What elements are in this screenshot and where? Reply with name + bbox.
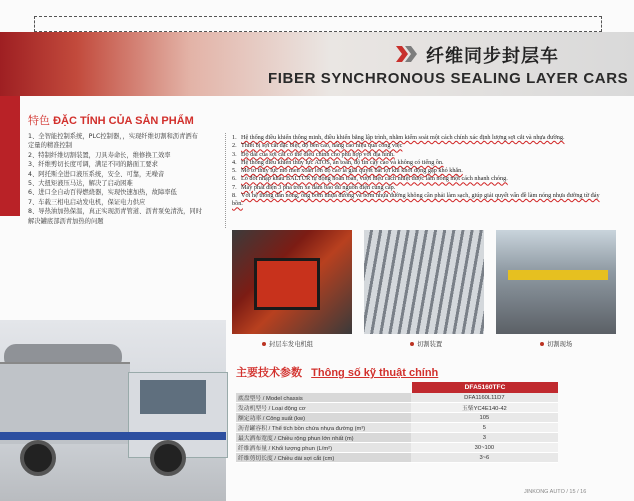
table-row	[236, 443, 558, 453]
feature-item-cn: 3、纤维剪切长度可调，满足不同的路面工要求	[28, 161, 158, 169]
feature-text: Lò đốt nhập khẩu BALTUR tự động hoàn toàn, vượt hiệu cách nhiệt được làm nóng một cách nhanh chóng.	[241, 175, 508, 183]
caption-text: 切割现场	[547, 341, 573, 348]
bullet-icon	[540, 342, 544, 346]
spec-label: 纤维剪切长度 / Chiều dài sợi cắt (cm)	[236, 453, 411, 463]
spec-value: 5	[411, 423, 558, 433]
feature-item-cn: 4、阿托斯全进口液压系统，安全、可靠，无噪音	[28, 170, 165, 178]
table-row	[236, 453, 558, 463]
truck-windshield	[140, 380, 206, 414]
bullet-icon	[410, 342, 414, 346]
specs-heading	[236, 364, 438, 380]
feature-number: 8.	[232, 192, 237, 200]
bullet-icon	[262, 342, 266, 346]
feature-item-cn: 定量的精准控制	[28, 142, 73, 150]
feature-text: Máy phát điện 3 pha trên xe đảm bảo đủ nguồn điện cung cấp.	[241, 183, 396, 191]
truck-stripe	[0, 432, 226, 440]
feature-number: 7.	[232, 183, 237, 191]
feature-number: 3.	[232, 150, 237, 158]
feature-item-vi	[232, 167, 606, 175]
table-row	[236, 423, 558, 433]
spec-value: 3~6	[411, 453, 558, 463]
spec-model-header: DFA5160TFC	[412, 382, 558, 393]
feature-item-cn: 6、进口全自动百得燃烧器，实现快速加热，故障率低	[28, 189, 177, 197]
feature-text: Thiết bị sợi cắt đặc biệt, độ bền cao, nâng cao hiệu quả công việc	[241, 142, 403, 150]
spec-value: DFA1160L11D7	[411, 393, 558, 403]
spec-value: 玉柴YC4E140-42	[411, 403, 558, 413]
truck-wheel	[20, 440, 56, 476]
spec-label: 发动机型号 / Loại động cơ	[236, 403, 411, 413]
features-list-vi	[232, 134, 606, 209]
feature-text: Mô tơ thủy lực mô men xoắn lớn độ cao lá giải quyết bất lợi khi khởi động gặp khó khăn.	[241, 167, 463, 175]
table-row	[236, 413, 558, 423]
feature-item-cn: 7、车载三相电启动发电机，保证电力供应	[28, 198, 146, 206]
spec-value: 105	[411, 413, 558, 423]
features-list-cn	[28, 132, 224, 226]
feature-number: 2.	[232, 142, 237, 150]
caption-text: 封层车发电机组	[269, 341, 314, 348]
photo-caption	[262, 339, 313, 348]
feature-number: 5.	[232, 167, 237, 175]
generator-photo	[232, 230, 352, 334]
product-title-en: FIBER SYNCHRONOUS SEALING LAYER CARS	[268, 70, 629, 87]
feature-number: 6.	[232, 175, 237, 183]
spec-label: 额定功率 / Công suất (kw)	[236, 413, 411, 423]
feature-item-cn: 解决罐底部沥青加热的问题	[28, 217, 104, 225]
feature-item-vi	[232, 192, 606, 209]
feature-item-vi	[232, 142, 606, 150]
left-accent-bar	[0, 96, 20, 216]
feature-item-vi	[232, 151, 606, 159]
photo-caption	[410, 339, 442, 348]
chevron-logo-icon	[396, 44, 418, 64]
spec-label: 纤维洒布量 / Khối lượng phun (L/m²)	[236, 443, 411, 453]
feature-number: 1.	[232, 134, 237, 141]
feature-item-vi	[232, 184, 606, 192]
feature-item-cn: 5、大扭矩液压马达，解决了启动困难	[28, 180, 133, 188]
features-heading-cn: 特色	[28, 115, 50, 127]
top-dashed-frame	[34, 16, 602, 32]
truck-wheel	[150, 440, 186, 476]
spec-value: 30~100	[411, 443, 558, 453]
feature-item-cn: 8、导热油加热保温，真正实现沥青管道、沥青泵免清洗，同时	[28, 208, 203, 216]
feature-item-cn: 1、全智能控制系统，PLC控制器，，实现纤维切割和沥青洒布	[28, 133, 198, 140]
feature-number: 4.	[232, 158, 237, 166]
table-row	[236, 433, 558, 443]
road-rail	[508, 270, 608, 280]
feature-item-vi	[232, 175, 606, 183]
specs-heading-cn: 主要技术参数	[236, 366, 302, 379]
spec-label: 最大洒布宽度 / Chiều rộng phun lớn nhất (m)	[236, 433, 411, 443]
table-row	[236, 393, 558, 403]
spec-table	[236, 393, 558, 463]
features-heading	[28, 112, 194, 128]
feature-text: Hệ thống điều khiển thủy lực ATOS, an toàn, độ tin cậy cao và không có tiếng ồn.	[241, 158, 444, 166]
cutting-site-photo	[496, 230, 616, 334]
feature-text: Với hệ thống dẫn nóng, ống bơm nhựa đường và bơm nhựa đường không cần phải làm sạch, giúp giải quyết vấn đề làm nóng nhựa đường từ đáy bồn.	[232, 192, 600, 208]
cutting-device-photo	[364, 230, 484, 334]
spec-label: 底盘型号 / Model chassis	[236, 393, 411, 403]
feature-item-cn: 2、特制纤维切割装置，刀具寿命长，维修换工效率	[28, 151, 171, 159]
table-row	[236, 403, 558, 413]
product-title-cn: 纤维同步封层车	[426, 46, 559, 67]
feature-text: Hệ thống điều khiển thông minh, điều khiển bằng lập trình, nhằm kiểm soát một cách chính xác định lượng sợi cắt và nhựa đường.	[241, 134, 565, 141]
caption-text: 切割装置	[417, 341, 443, 348]
page-footer: JINKONG AUTO / 15 / 16	[524, 489, 587, 495]
specs-heading-vi: Thông số kỹ thuật chính	[311, 367, 439, 379]
spec-label: 沥青罐容积 / Thể tích bồn chứa nhựa đường (m³)	[236, 423, 411, 433]
generator-unit	[254, 258, 320, 310]
feature-item-vi	[232, 159, 606, 167]
feature-text: Độ dài của sợi cắt có thể điều chỉnh cho phù hợp với địa hình.	[241, 150, 395, 158]
photo-caption	[540, 339, 572, 348]
divider-dotted	[225, 133, 227, 228]
feature-item-vi	[232, 134, 606, 142]
spec-value: 3	[411, 433, 558, 443]
features-heading-vi: ĐẶC TÍNH CỦA SẢN PHẨM	[53, 115, 194, 127]
